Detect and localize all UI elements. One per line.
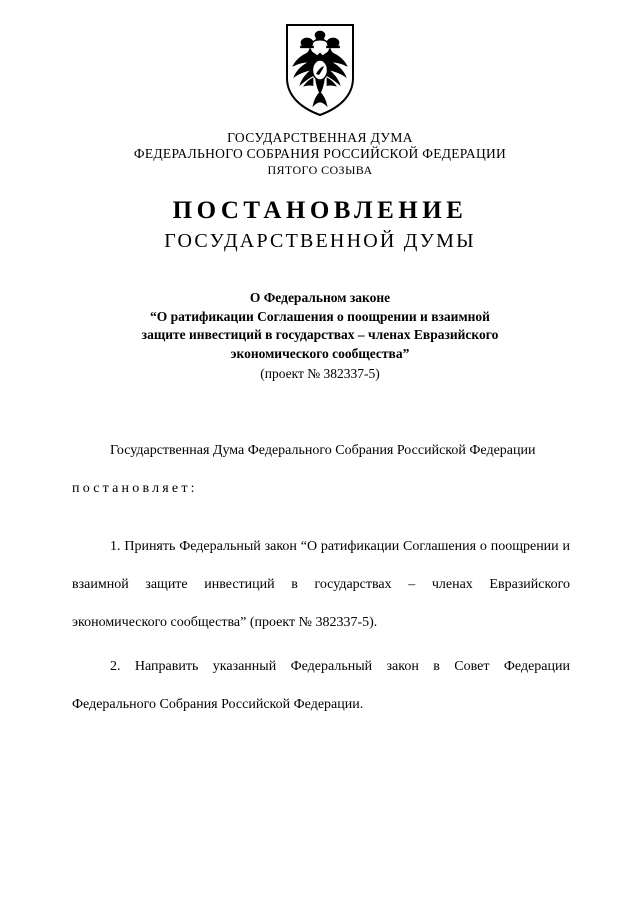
subject-line-1: О Федеральном законе (249, 290, 391, 305)
russian-coat-of-arms-icon (283, 22, 357, 118)
document-title: ПОСТАНОВЛЕНИЕ (172, 197, 468, 224)
body-resolves: постановляет: (72, 481, 198, 496)
header-line-assembly: ФЕДЕРАЛЬНОГО СОБРАНИЯ РОССИЙСКОЙ ФЕДЕРАЦИИ (133, 146, 507, 161)
subject-project-number: (проект № 382337-5) (260, 366, 380, 381)
body-item-2: 2. Направить указанный Федеральный закон в Совет Федерации Федерального Собрания Российской Федерации. (72, 659, 570, 712)
body-intro: Государственная Дума Федерального Собрания Российской Федерации (110, 443, 536, 458)
document-body (72, 432, 570, 724)
subject-line-4: экономического сообщества” (230, 345, 410, 361)
subject-line-3: защите инвестиций в государствах – членах Евразийского (141, 327, 499, 342)
body-item-1: 1. Принять Федеральный закон “О ратификации Соглашения о поощрении и взаимной защите инвестиций в государствах – членах Евразийского экономического сообщества” (проект № 382337-5). (72, 539, 570, 630)
coat-of-arms-container (0, 22, 640, 118)
header-line-duma: ГОСУДАРСТВЕННАЯ ДУМА (227, 130, 413, 145)
header-line-convocation: ПЯТОГО СОЗЫВА (267, 163, 373, 177)
document-title-sub: ГОСУДАРСТВЕННОЙ ДУМЫ (164, 230, 476, 252)
subject-line-2: “О ратификации Соглашения о поощрении и взаимной (150, 308, 490, 324)
document-header (0, 130, 640, 254)
document-subject (90, 289, 550, 384)
